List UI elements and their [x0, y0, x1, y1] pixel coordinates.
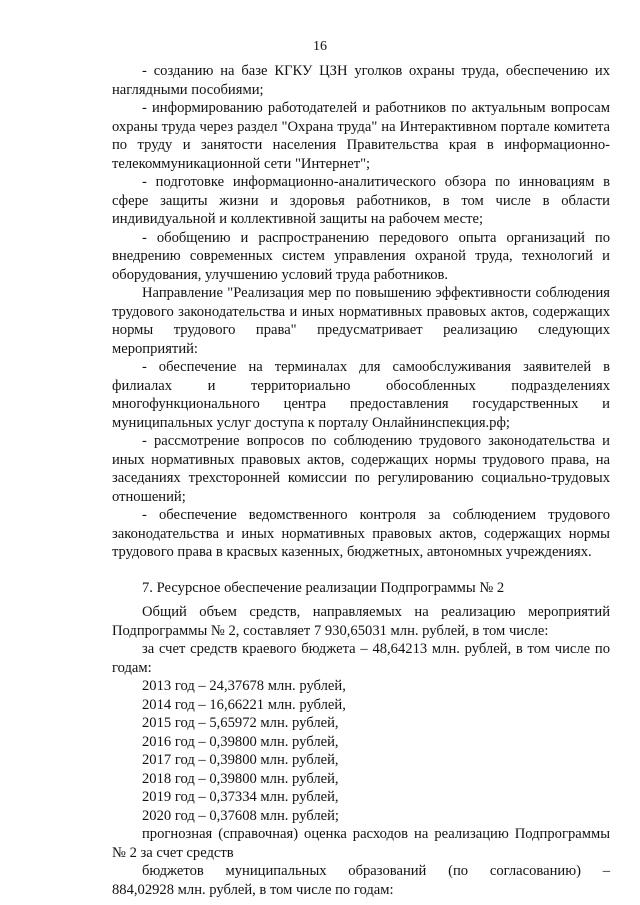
funding-year-2020: 2020 год – 0,37608 млн. рублей;	[142, 807, 339, 824]
paragraph-terminaly: - обеспечение на терминалах для самообслуживания заявителей в филиалах и территориально обособленных подразделениях многофункционального центра предоставления государственных и муниципальных услуг доступа к порталу Онлайнинспекция.рф;	[112, 359, 610, 431]
funding-year-2018: 2018 год – 0,39800 млн. рублей,	[142, 770, 339, 787]
funding-regional-budget: за счет средств краевого бюджета – 48,64213 млн. рублей, в том числе по годам:	[112, 641, 610, 676]
paragraph-uglki-okhrany-truda: - созданию на базе КГКУ ЦЗН уголков охраны труда, обеспечению их наглядными пособиями;	[112, 63, 610, 98]
funding-year-2016: 2016 год – 0,39800 млн. рублей,	[142, 733, 339, 750]
paragraph-napravlenie: Направление "Реализация мер по повышению эффективности соблюдения трудового законодательства и иных нормативных правовых актов, содержащих нормы трудового права" предусматривает реализацию следующих мероприятий:	[112, 285, 610, 357]
paragraph-vedomstvennyi-kontrol: - обеспечение ведомственного контроля за соблюдением трудового законодательства и иных нормативных правовых актов, содержащих нормы трудового права в красвых казенных, бюджетных, автономных учреждениях.	[112, 507, 610, 560]
page-number: 16	[313, 39, 327, 54]
funding-total: Общий объем средств, направляемых на реализацию мероприятий Подпрограммы № 2, составляет 7 930,65031 млн. рублей, в том числе:	[112, 604, 610, 639]
funding-year-2017: 2017 год – 0,39800 млн. рублей,	[142, 752, 339, 768]
funding-municipal-line1: бюджетов муниципальных образований (по согласованию) –	[142, 863, 610, 879]
funding-year-2013: 2013 год – 24,37678 млн. рублей,	[142, 678, 346, 694]
funding-year-2015: 2015 год – 5,65972 млн. рублей,	[142, 715, 339, 731]
funding-year-2019: 2019 год – 0,37334 млн. рублей,	[142, 789, 339, 805]
funding-municipal-line2: 884,02928 млн. рублей, в том числе по годам:	[112, 881, 394, 898]
paragraph-analiticheskii-obzor: - подготовке информационно-аналитического обзора по инновациям в сфере защиты жизни и здоровья работников, в том числе в области индивидуальной и коллективной защиты на рабочем месте;	[112, 174, 610, 227]
funding-year-2014: 2014 год – 16,66221 млн. рублей,	[142, 696, 346, 713]
paragraph-trekhstoronnyaya-komissiya: - рассмотрение вопросов по соблюдению трудового законодательства и иных нормативных правовых актов, содержащих нормы трудового права, на заседаниях трехсторонней комиссии по регулированию социально-трудовых отношений;	[112, 433, 610, 505]
document-body	[112, 62, 610, 899]
paragraph-peredovoi-opyt: - обобщению и распространению передового опыта организаций по внедрению современных систем управления охраной труда, технологий и оборудования, улучшению условий труда работников.	[112, 229, 610, 283]
funding-forecast: прогнозная (справочная) оценка расходов на реализацию Подпрограммы № 2 за счет средств	[112, 826, 610, 861]
section-heading: 7. Ресурсное обеспечение реализации Подпрограммы № 2	[142, 579, 505, 596]
paragraph-informirovanie: - информированию работодателей и работников по актуальным вопросам охраны труда через раздел "Охрана труда" на Интерактивном портале комитета по труду и занятости населения Правительства края в информационно-телекоммуникационной сети "Интернет";	[112, 100, 610, 172]
